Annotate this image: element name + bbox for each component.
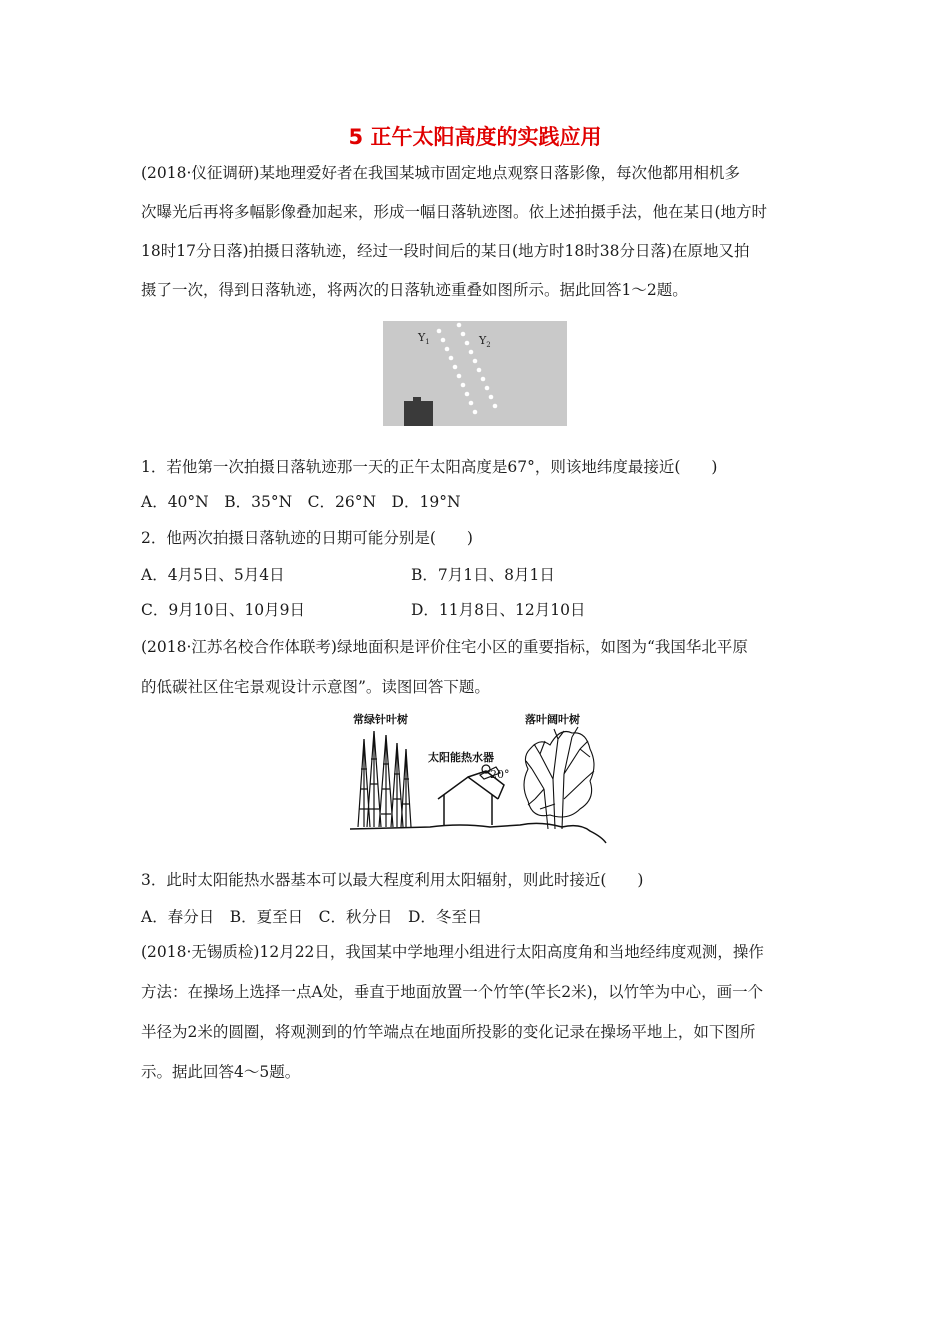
trail-y2-label: $Y_2$: [479, 334, 491, 349]
angle-label: 20°: [490, 768, 510, 781]
q3-stem: 3．此时太阳能热水器基本可以最大程度利用太阳辐射，则此时接近( ): [141, 871, 644, 889]
intro1-line1: (2018·仪征调研)某地理爱好者在我国某城市固定地点观察日落影像，每次他都用相机多: [141, 164, 740, 182]
evergreen-label: 常绿针叶树: [353, 713, 408, 726]
intro2-line1: (2018·江苏名校合作体联考)绿地面积是评价住宅小区的重要指标，如图为“我国华北平原: [141, 638, 748, 656]
q1-options: A．40°N B．35°N C．26°N D．19°N: [141, 493, 461, 511]
heater-label: 太阳能热水器: [428, 751, 494, 764]
q2-stem: 2．他两次拍摄日落轨迹的日期可能分别是( ): [141, 529, 473, 547]
q2-option-a: A．4月5日、5月4日: [141, 566, 285, 584]
trail-y1-label: $Y_1$: [418, 331, 430, 346]
intro3-line3: 半径为2米的圆圈，将观测到的竹竿端点在地面所投影的变化记录在操场平地上，如下图所: [141, 1023, 756, 1041]
intro3-line1: (2018·无锡质检)12月22日，我国某中学地理小组进行太阳高度角和当地经纬度观测，操作: [141, 943, 764, 961]
q2-option-b: B．7月1日、8月1日: [411, 566, 555, 584]
intro3-line4: 示。据此回答4～5题。: [141, 1063, 301, 1081]
q1-stem: 1．若他第一次拍摄日落轨迹那一天的正午太阳高度是67°，则该地纬度最接近( ): [141, 458, 718, 476]
intro1-line3: 18时17分日落)拍摄日落轨迹，经过一段时间后的某日(地方时18时38分日落)在原地又拍: [141, 242, 750, 260]
q2-option-c: C．9月10日、10月9日: [141, 601, 306, 619]
deciduous-tree: [524, 727, 594, 829]
ground-line: [350, 823, 606, 843]
q3-options: A．春分日 B．夏至日 C．秋分日 D．冬至日: [141, 908, 483, 926]
intro2-line2: 的低碳社区住宅景观设计示意图”。读图回答下题。: [141, 678, 490, 696]
page-title: 5 正午太阳高度的实践应用: [348, 125, 602, 149]
building-silhouette: [404, 401, 433, 426]
evergreen-trees: [358, 731, 411, 827]
intro1-line4: 摄了一次，得到日落轨迹，将两次的日落轨迹重叠如图所示。据此回答1～2题。: [141, 281, 688, 299]
residential-landscape-figure: [340, 709, 610, 845]
sunset-trail-figure: [383, 321, 567, 426]
deciduous-label: 落叶阔叶树: [525, 713, 580, 726]
q2-option-d: D．11月8日、12月10日: [411, 601, 586, 619]
intro1-line2: 次曝光后再将多幅影像叠加起来，形成一幅日落轨迹图。依上述拍摄手法，他在某日(地方时: [141, 203, 768, 221]
intro3-line2: 方法：在操场上选择一点A处，垂直于地面放置一个竹竿(竿长2米)，以竹竿为中心，画一个: [141, 983, 764, 1001]
